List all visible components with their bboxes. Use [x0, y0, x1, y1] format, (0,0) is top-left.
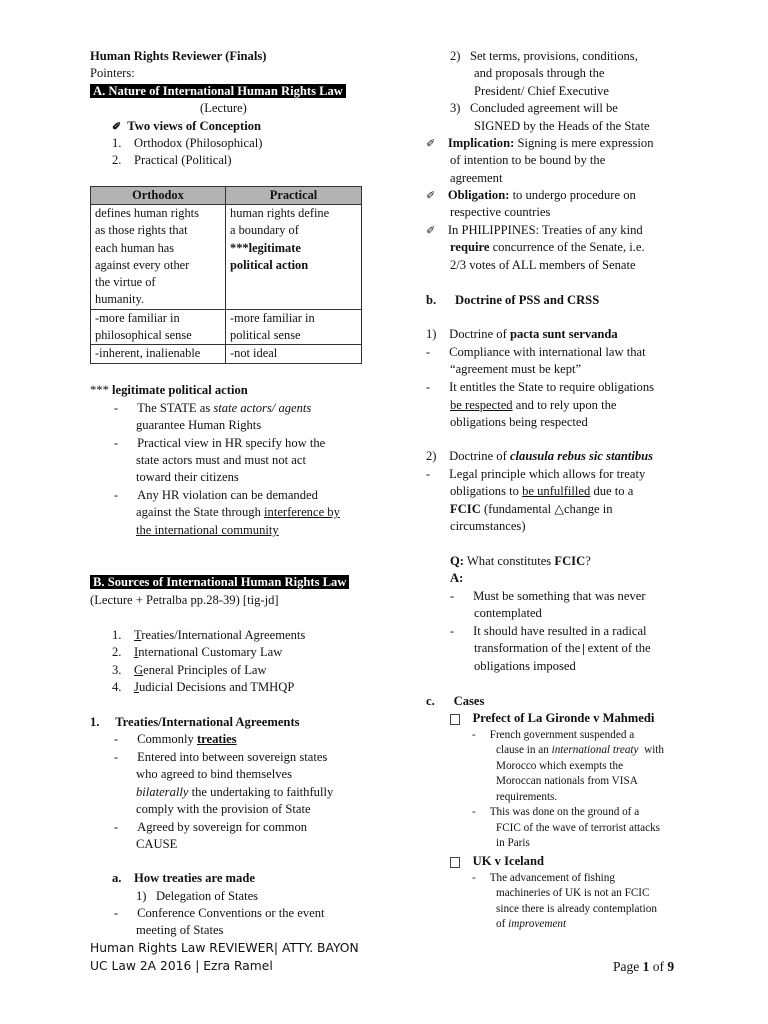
list-item: 2. Practical (Political) [112, 153, 232, 167]
table-cell: -more familiar in philosophical sense [91, 309, 226, 345]
bullet-continuation: be respected and to rely upon the [450, 398, 617, 412]
cases-heading: c. Cases [426, 694, 485, 708]
how-treaties-heading: a. How treaties are made [112, 871, 255, 885]
bullet-item: - Any HR violation can be demanded [114, 488, 318, 502]
bullet-continuation: FCIC (fundamental △change in [450, 502, 613, 516]
bullet-continuation: circumstances) [450, 519, 526, 533]
bullet-continuation: toward their citizens [136, 470, 239, 484]
list-item: 1) Delegation of States [136, 889, 259, 903]
list-item: 1. Treaties/International Agreements [112, 628, 306, 642]
list-item: 2) Set terms, provisions, conditions, [450, 49, 638, 63]
bullet-continuation: since there is already contemplation [496, 903, 657, 915]
bullet-continuation: meeting of States [136, 923, 224, 937]
bullet-item: - French government suspended a [472, 729, 635, 741]
pointers-label: Pointers: [90, 66, 135, 80]
doctrine-2: 2) Doctrine of clausula rebus sic stantibus [426, 449, 654, 463]
table-row [91, 309, 362, 345]
bullet-continuation: obligations being respected [450, 415, 588, 429]
bullet-continuation: obligations imposed [474, 659, 576, 673]
bullet-item: - This was done on the ground of a [472, 806, 640, 818]
bullet-continuation: “agreement must be kept” [450, 362, 582, 376]
item-continuation: require concurrence of the Senate, i.e. [450, 240, 645, 254]
triangle-delta-icon: △ [554, 502, 564, 516]
table-header: Practical [226, 187, 362, 205]
case-title: UK v Iceland [450, 853, 544, 870]
bullet-continuation: transformation of the extent of the [474, 641, 651, 655]
arrow-symbol-icon [583, 644, 584, 655]
table-cell: human rights define a boundary of ***legitimate political action [226, 205, 362, 310]
table-cell: -inherent, inalienable [91, 345, 226, 363]
bullet-item: - Practical view in HR specify how the [114, 436, 326, 450]
bullet-continuation: obligations to be unfulfilled due to a [450, 484, 634, 498]
bullet-item: - Legal principle which allows for treaty [426, 467, 646, 481]
bullet-continuation: of improvement [496, 918, 567, 930]
bullet-item: - Entered into between sovereign states [114, 750, 328, 764]
section-b-heading: B. Sources of International Human Rights Law [90, 574, 349, 591]
answer-label: A: [450, 571, 464, 585]
question-line: Q: What constitutes FCIC? [450, 554, 591, 568]
bullet-continuation: contemplated [474, 606, 542, 620]
two-views-heading: ✐ Two views of Conception [112, 119, 262, 133]
bullet-item: - The advancement of fishing [472, 872, 615, 884]
lecture-label: (Lecture) [200, 101, 247, 115]
list-item: 4. Judicial Decisions and TMHQP [112, 680, 295, 694]
arrow-bullet-icon: ✐ [112, 121, 122, 133]
bullet-continuation: FCIC of the wave of terrorist attacks [496, 822, 661, 834]
table-cell: defines human rights as those rights that each human has against every other the virtue of humanity. [91, 205, 226, 310]
list-continuation: SIGNED by the Heads of the State [474, 119, 650, 133]
document-title: Human Rights Reviewer (Finals) [90, 49, 267, 63]
list-continuation: President/ Chief Executive [474, 84, 609, 98]
comparison-table [90, 186, 362, 364]
table-row [91, 205, 362, 310]
list-item: 3. General Principles of Law [112, 663, 267, 677]
bullet-continuation: Morocco which exempts the [496, 760, 624, 772]
section-b-subtitle: (Lecture + Petralba pp.28-39) [tig-jd] [90, 593, 279, 607]
bullet-item: - It entitles the State to require obligations [426, 380, 655, 394]
implication-item: ✐ Implication: Signing is mere expression [426, 136, 654, 150]
page-number: Page 1 of 9 [613, 959, 675, 974]
bullet-item: - Must be something that was never [450, 589, 646, 603]
table-row [91, 345, 362, 363]
footer-line-1: Human Rights Law REVIEWER| ATTY. BAYON [90, 941, 359, 955]
table-header: Orthodox [91, 187, 226, 205]
list-continuation: and proposals through the [474, 66, 605, 80]
table-cell: -more familiar in political sense [226, 309, 362, 345]
obligation-item: ✐ Obligation: to undergo procedure on [426, 188, 636, 202]
bullet-continuation: state actors must and must not act [136, 453, 306, 467]
arrow-bullet-icon: ✐ [426, 138, 436, 150]
bullet-continuation: comply with the provision of State [136, 802, 311, 816]
bullet-item: - Agreed by sovereign for common [114, 820, 308, 834]
bullet-continuation: in Paris [496, 837, 530, 849]
bullet-continuation: who agreed to bind themselves [136, 767, 292, 781]
bullet-continuation: clause in an international treaty with [496, 744, 664, 756]
item-continuation: agreement [450, 171, 503, 185]
footer-line-2: UC Law 2A 2016 | Ezra Ramel [90, 959, 273, 973]
doctrine-1: 1) Doctrine of pacta sunt servanda [426, 327, 618, 341]
bullet-continuation: Moroccan nationals from VISA [496, 775, 638, 787]
treaties-heading: 1. Treaties/International Agreements [90, 715, 300, 729]
bullet-continuation: against the State through interference by [136, 505, 340, 519]
arrow-bullet-icon: ✐ [426, 225, 436, 237]
table-cell: -not ideal [226, 345, 362, 363]
bullet-continuation: guarantee Human Rights [136, 418, 262, 432]
philippines-item: ✐ In PHILIPPINES: Treaties of any kind [426, 223, 643, 237]
bullet-item: - It should have resulted in a radical [450, 624, 647, 638]
bullet-item: - Compliance with international law that [426, 345, 646, 359]
bullet-continuation: bilaterally the undertaking to faithfully [136, 785, 334, 799]
list-item: 1. Orthodox (Philosophical) [112, 136, 263, 150]
bullet-continuation: machineries of UK is not an FCIC [496, 887, 650, 899]
bullet-continuation: requirements. [496, 791, 558, 803]
bullet-item: - Commonly treaties [114, 732, 237, 746]
bullet-continuation: the international community [136, 523, 279, 537]
item-continuation: 2/3 votes of ALL members of Senate [450, 258, 636, 272]
legitimate-political-action-heading: *** legitimate political action [90, 383, 248, 397]
doctrine-heading: b. Doctrine of PSS and CRSS [426, 293, 600, 307]
item-continuation: of intention to be bound by the [450, 153, 606, 167]
arrow-bullet-icon: ✐ [426, 190, 436, 202]
case-title: Prefect of La Gironde v Mahmedi [450, 710, 654, 727]
list-item: 2. International Customary Law [112, 645, 283, 659]
list-item: 3) Concluded agreement will be [450, 101, 618, 115]
checkbox-bullet-icon [450, 857, 460, 868]
checkbox-bullet-icon [450, 714, 460, 725]
bullet-item: - Conference Conventions or the event [114, 906, 325, 920]
bullet-item: - The STATE as state actors/ agents [114, 401, 312, 415]
bullet-continuation: CAUSE [136, 837, 178, 851]
section-a-heading: A. Nature of International Human Rights Law [90, 83, 346, 100]
item-continuation: respective countries [450, 205, 551, 219]
